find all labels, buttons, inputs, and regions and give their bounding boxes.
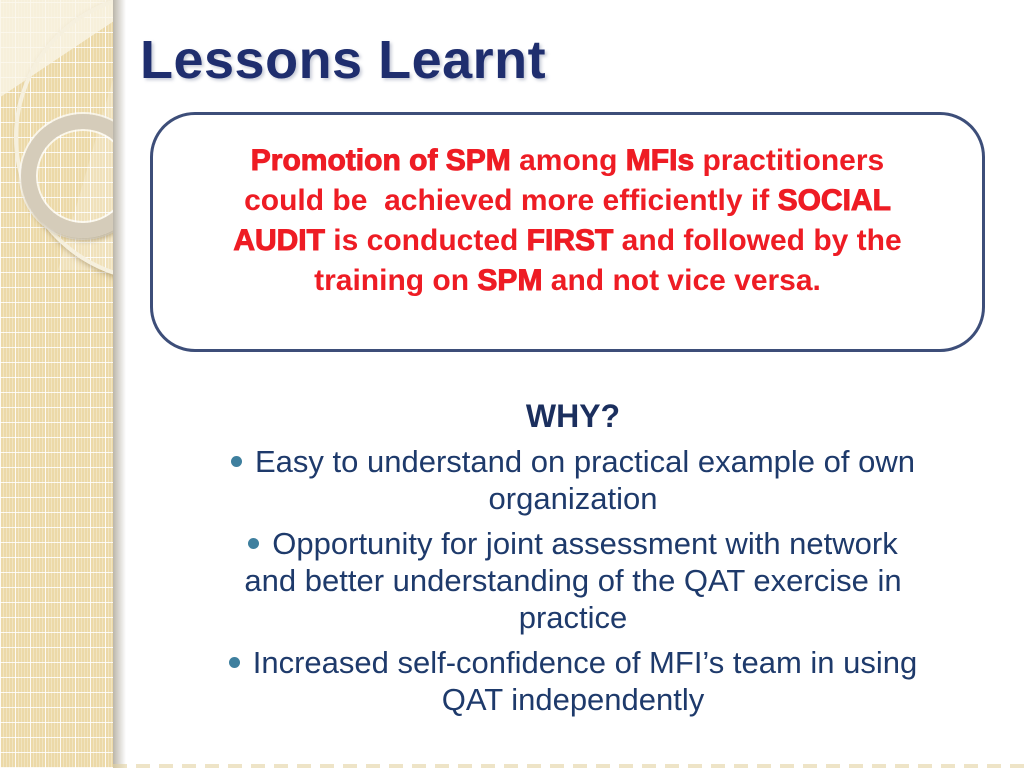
- bullet-dot-icon: [231, 456, 242, 467]
- bullet-text: Increased self-confidence of MFI’s team in using: [252, 645, 918, 680]
- bullet-item: [148, 443, 998, 517]
- bullet-text: and better understanding of the QAT exercise in: [244, 563, 902, 598]
- callout-emphasis-text: SPM: [477, 264, 543, 297]
- slide-title: Lessons Learnt: [140, 30, 547, 90]
- bullet-line: [148, 562, 998, 599]
- callout-emphasis-text: MFIs: [625, 144, 695, 177]
- bullet-item: [148, 644, 998, 718]
- bullet-line: [148, 599, 998, 636]
- bullet-line: [148, 480, 998, 517]
- callout-emphasis-text: FIRST: [526, 224, 614, 257]
- callout-line: [153, 261, 982, 301]
- bullet-item: [148, 525, 998, 636]
- slide-content: [113, 0, 1024, 768]
- bullet-line: [148, 443, 998, 480]
- bullet-text: Easy to understand on practical example of own: [255, 444, 915, 479]
- callout-text: and followed by the: [613, 224, 902, 257]
- bullet-list: [148, 443, 998, 718]
- bullet-line: [148, 525, 998, 562]
- why-heading: WHY?: [525, 398, 621, 434]
- callout-emphasis-text: SOCIAL: [777, 184, 891, 217]
- callout-box: [150, 112, 985, 352]
- callout-line: [153, 181, 982, 221]
- bullet-text: practice: [518, 600, 628, 635]
- callout-text: and not vice versa.: [542, 264, 821, 297]
- callout-emphasis-text: AUDIT: [233, 224, 325, 257]
- bullet-text: QAT independently: [441, 682, 705, 717]
- sidebar-texture-panel: [0, 0, 113, 768]
- bullet-text: Opportunity for joint assessment with network: [272, 526, 898, 561]
- callout-text: is conducted: [324, 224, 527, 257]
- callout-text: training on: [314, 264, 478, 297]
- bullet-line: [148, 644, 998, 681]
- callout-line: [153, 221, 982, 261]
- callout-line: [153, 141, 982, 181]
- bullet-dot-icon: [229, 657, 240, 668]
- callout-text: could be achieved more efficiently if: [244, 184, 778, 217]
- callout-text: among: [510, 144, 626, 177]
- bullet-dot-icon: [248, 538, 259, 549]
- bullet-text: organization: [488, 481, 658, 516]
- bullet-line: [148, 681, 998, 718]
- callout-text: practitioners: [694, 144, 885, 177]
- callout-emphasis-text: Promotion of SPM: [250, 144, 511, 177]
